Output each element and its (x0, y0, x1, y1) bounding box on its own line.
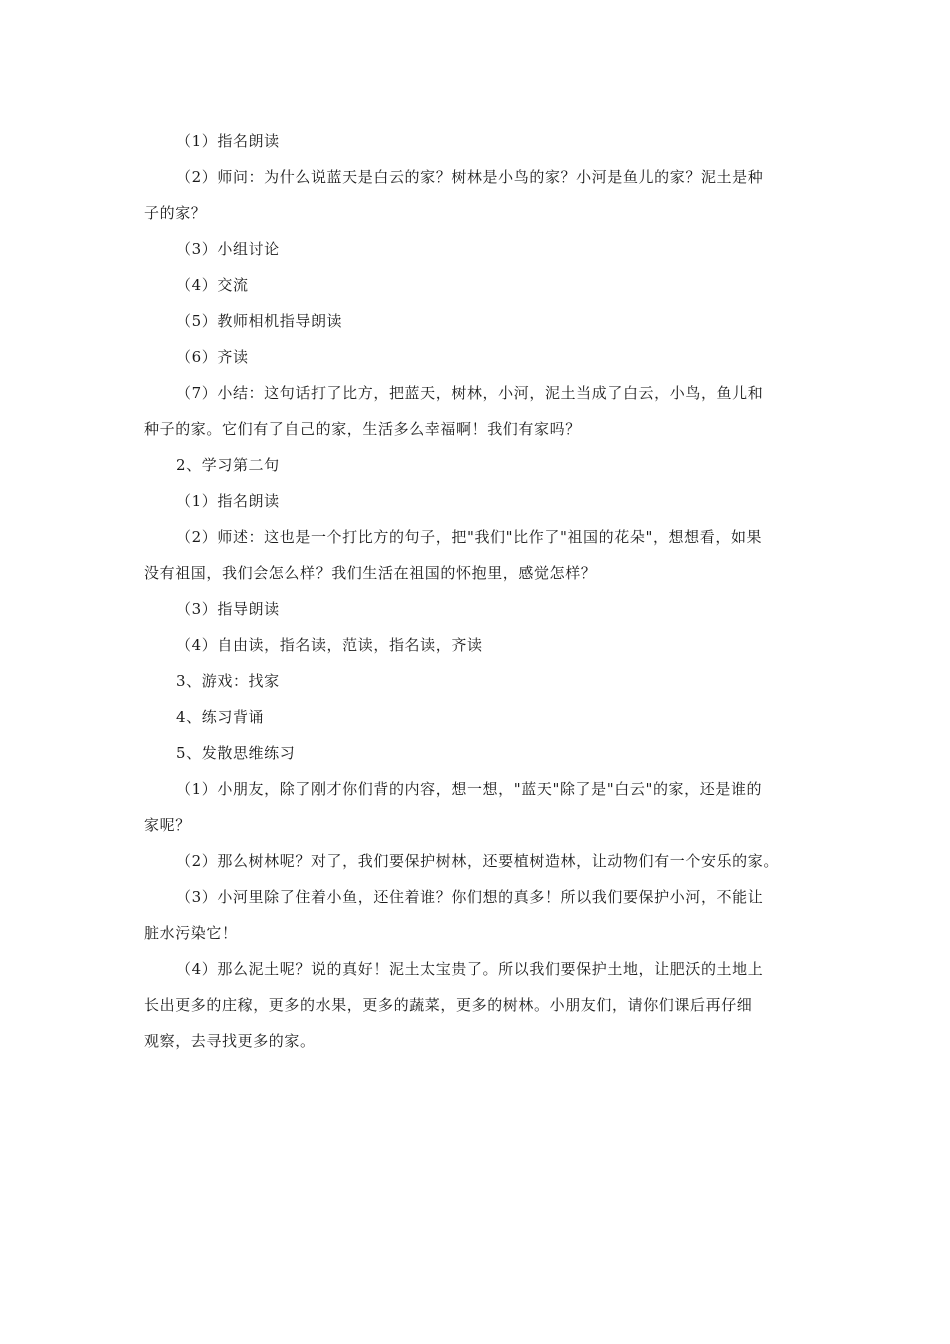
paragraph (144, 771, 812, 843)
text-line: （4）交流 (176, 276, 249, 294)
text-line: 3、游戏：找家 (176, 672, 280, 690)
text-line: 4、练习背诵 (176, 708, 265, 726)
text-line: （1）指名朗读 (176, 492, 280, 510)
text-line: 种子的家。它们有了自己的家，生活多么幸福啊！我们有家吗？ (144, 420, 581, 438)
paragraph (144, 339, 812, 375)
text-line: （1）小朋友，除了刚才你们背的内容，想一想，"蓝天"除了是"白云"的家，还是谁的 (176, 780, 763, 798)
paragraph (144, 267, 812, 303)
text-line: （4）自由读，指名读，范读，指名读，齐读 (176, 636, 483, 654)
text-line: （3）小河里除了住着小鱼，还住着谁？你们想的真多！所以我们要保护小河，不能让 (176, 888, 764, 906)
text-line: （3）指导朗读 (176, 600, 280, 618)
text-line: 家呢？ (144, 816, 191, 834)
document-body (144, 123, 812, 1059)
text-line: （4）那么泥土呢？说的真好！泥土太宝贵了。所以我们要保护土地，让肥沃的土地上 (176, 960, 764, 978)
paragraph (144, 843, 812, 879)
paragraph (144, 699, 812, 735)
paragraph (144, 627, 812, 663)
text-line: 2、学习第二句 (176, 456, 280, 474)
paragraph (144, 879, 812, 951)
paragraph (144, 663, 812, 699)
text-line: 脏水污染它！ (144, 924, 238, 942)
paragraph (144, 159, 812, 231)
text-line: （7）小结：这句话打了比方，把蓝天，树林，小河，泥土当成了白云，小鸟，鱼儿和 (176, 384, 764, 402)
paragraph (144, 375, 812, 447)
paragraph (144, 951, 812, 1059)
paragraph (144, 303, 812, 339)
paragraph (144, 519, 812, 591)
text-line: 长出更多的庄稼，更多的水果，更多的蔬菜，更多的树林。小朋友们，请你们课后再仔细 (144, 996, 753, 1014)
text-line: 子的家？ (144, 204, 207, 222)
paragraph (144, 591, 812, 627)
text-line: 5、发散思维练习 (176, 744, 296, 762)
paragraph (144, 447, 812, 483)
text-line: （1）指名朗读 (176, 132, 280, 150)
text-line: （2）师述：这也是一个打比方的句子，把"我们"比作了"祖国的花朵"，想想看，如果 (176, 528, 763, 546)
text-line: （2）那么树林呢？对了，我们要保护树林，还要植树造林，让动物们有一个安乐的家。 (176, 852, 779, 870)
paragraph (144, 123, 812, 159)
text-line: 观察，去寻找更多的家。 (144, 1032, 316, 1050)
text-line: （2）师问：为什么说蓝天是白云的家？树林是小鸟的家？小河是鱼儿的家？泥土是种 (176, 168, 764, 186)
paragraph (144, 231, 812, 267)
text-line: （3）小组讨论 (176, 240, 280, 258)
text-line: （5）教师相机指导朗读 (176, 312, 343, 330)
text-line: （6）齐读 (176, 348, 249, 366)
paragraph (144, 483, 812, 519)
paragraph (144, 735, 812, 771)
text-line: 没有祖国，我们会怎么样？我们生活在祖国的怀抱里，感觉怎样？ (144, 564, 597, 582)
